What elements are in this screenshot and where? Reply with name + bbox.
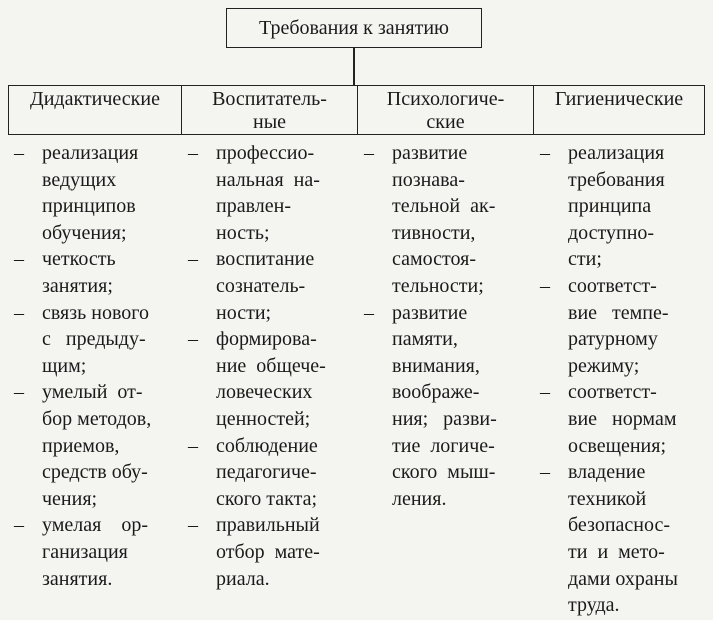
requirement-line: правильный bbox=[216, 514, 320, 537]
column-psychological bbox=[364, 140, 524, 512]
requirement-text bbox=[568, 379, 695, 459]
requirement-line: развитие bbox=[392, 301, 468, 324]
requirement-line: тивности, bbox=[392, 221, 476, 244]
requirement-text bbox=[42, 512, 164, 592]
diagram-title: Требования к занятию bbox=[226, 8, 482, 48]
dash-bullet: – bbox=[364, 301, 374, 324]
dash-bullet: – bbox=[14, 301, 24, 324]
requirement-text bbox=[42, 246, 164, 299]
requirement-text bbox=[216, 326, 343, 432]
requirement-text bbox=[42, 379, 164, 512]
category-didactic bbox=[9, 86, 181, 134]
requirement-line: с предыду- bbox=[42, 328, 146, 351]
requirement-line: умелая ор- bbox=[42, 514, 148, 537]
requirement-line: сознатель- bbox=[216, 274, 306, 297]
category-label-line: ные bbox=[252, 111, 287, 133]
requirement-text bbox=[216, 433, 343, 513]
category-label-line: ские bbox=[426, 111, 465, 133]
requirement-line: связь нового bbox=[42, 301, 149, 324]
requirement-line: самостоя- bbox=[392, 248, 476, 271]
requirement-line: воображе- bbox=[392, 381, 480, 404]
dash-bullet: – bbox=[188, 434, 198, 457]
category-psychological bbox=[357, 86, 533, 134]
requirement-line: педагогиче- bbox=[216, 461, 317, 484]
requirement-line: отбор мате- bbox=[216, 540, 320, 563]
dash-bullet: – bbox=[540, 274, 550, 297]
requirement-line: ность; bbox=[216, 221, 270, 244]
requirement-line: соответст- bbox=[568, 381, 657, 404]
requirement-line: воспитание bbox=[216, 248, 315, 271]
requirement-line: освещения; bbox=[568, 434, 667, 457]
requirement-line: ние общече- bbox=[216, 354, 326, 377]
requirement-line: принципов bbox=[42, 195, 136, 218]
requirement-line: памяти, bbox=[392, 328, 458, 351]
requirement-item bbox=[540, 273, 695, 379]
requirement-item bbox=[14, 140, 164, 246]
requirement-item bbox=[14, 512, 164, 592]
requirement-line: принципа bbox=[568, 195, 652, 218]
requirement-text bbox=[568, 459, 695, 619]
requirement-text bbox=[216, 140, 343, 246]
dash-bullet: – bbox=[540, 461, 550, 484]
dash-bullet: – bbox=[188, 328, 198, 351]
requirement-line: тельности; bbox=[392, 274, 484, 297]
requirement-item bbox=[14, 300, 164, 380]
requirement-line: вие темпе- bbox=[568, 301, 669, 324]
requirement-line: четкость bbox=[42, 248, 116, 271]
requirement-line: бор методов, bbox=[42, 407, 152, 430]
column-educational bbox=[188, 140, 343, 592]
requirement-line: чения; bbox=[42, 487, 98, 510]
column-didactic bbox=[14, 140, 164, 592]
requirement-line: сти; bbox=[568, 248, 602, 271]
requirement-line: ловеческих bbox=[216, 381, 313, 404]
requirement-line: безопаснос- bbox=[568, 514, 671, 537]
requirement-line: техникой bbox=[568, 487, 647, 510]
requirement-line: развитие bbox=[392, 142, 468, 164]
requirement-item bbox=[188, 433, 343, 513]
requirement-text bbox=[42, 300, 164, 380]
requirement-line: ского мыш- bbox=[392, 461, 496, 484]
requirement-line: умелый от- bbox=[42, 381, 143, 404]
requirement-line: ния; разви- bbox=[392, 407, 497, 430]
dash-bullet: – bbox=[14, 142, 24, 164]
requirement-item bbox=[14, 379, 164, 512]
requirement-line: ведущих bbox=[42, 168, 117, 191]
category-label-line: Воспитатель- bbox=[212, 88, 327, 110]
dash-bullet: – bbox=[364, 142, 374, 164]
requirement-text bbox=[42, 140, 164, 246]
requirement-line: владение bbox=[568, 461, 646, 484]
requirement-text bbox=[568, 140, 695, 273]
category-label-line: Психологиче- bbox=[386, 88, 505, 110]
dash-bullet: – bbox=[188, 248, 198, 271]
category-label-line: Дидактические bbox=[30, 88, 160, 110]
dash-bullet: – bbox=[540, 142, 550, 164]
requirement-line: дами охраны bbox=[568, 567, 678, 590]
requirement-item bbox=[188, 512, 343, 592]
requirement-line: соблюдение bbox=[216, 434, 318, 457]
requirement-item bbox=[188, 326, 343, 432]
requirement-line: щим; bbox=[42, 354, 87, 377]
requirement-line: приемов, bbox=[42, 434, 120, 457]
requirement-line: занятия; bbox=[42, 274, 113, 297]
dash-bullet: – bbox=[188, 142, 198, 164]
category-hygienic bbox=[533, 86, 704, 134]
category-label-line: Гигиенические bbox=[554, 88, 684, 110]
requirement-text bbox=[216, 512, 343, 592]
requirement-item bbox=[540, 379, 695, 459]
requirement-line: соответст- bbox=[568, 274, 657, 297]
requirement-line: средств обу- bbox=[42, 461, 148, 484]
requirement-line: обучения; bbox=[42, 221, 127, 244]
column-hygienic bbox=[540, 140, 695, 619]
dash-bullet: – bbox=[14, 514, 24, 537]
requirement-text bbox=[392, 140, 524, 300]
requirement-line: вие нормам bbox=[568, 407, 677, 430]
requirement-item bbox=[540, 140, 695, 273]
requirement-line: ления. bbox=[392, 487, 447, 510]
requirement-item bbox=[188, 140, 343, 246]
requirement-line: ности; bbox=[216, 301, 272, 324]
requirement-item bbox=[364, 300, 524, 513]
requirement-line: ганизация bbox=[42, 540, 128, 563]
requirement-text bbox=[216, 246, 343, 326]
requirement-line: реализация bbox=[568, 142, 665, 164]
requirement-line: ти и мето- bbox=[568, 540, 665, 563]
requirement-line: ценностей; bbox=[216, 407, 311, 430]
category-educational bbox=[181, 86, 357, 134]
requirement-line: формирова- bbox=[216, 328, 317, 351]
requirement-line: доступно- bbox=[568, 221, 655, 244]
requirement-item bbox=[14, 246, 164, 299]
requirement-item bbox=[364, 140, 524, 300]
dash-bullet: – bbox=[540, 381, 550, 404]
categories-row bbox=[8, 85, 705, 135]
title-connector-line bbox=[353, 48, 355, 86]
dash-bullet: – bbox=[188, 514, 198, 537]
requirement-line: риала. bbox=[216, 567, 270, 590]
requirement-line: правлен- bbox=[216, 195, 291, 218]
requirement-line: требования bbox=[568, 168, 665, 191]
requirement-line: занятия. bbox=[42, 567, 113, 590]
requirement-line: реализация bbox=[42, 142, 139, 164]
requirement-line: тельной ак- bbox=[392, 195, 496, 218]
requirement-item bbox=[540, 459, 695, 619]
dash-bullet: – bbox=[14, 248, 24, 271]
requirement-text bbox=[392, 300, 524, 513]
requirement-line: ратурному bbox=[568, 328, 658, 351]
requirement-line: режиму; bbox=[568, 354, 640, 377]
requirement-line: нальная на- bbox=[216, 168, 320, 191]
requirement-line: профессио- bbox=[216, 142, 315, 164]
requirement-line: внимания, bbox=[392, 354, 480, 377]
requirement-item bbox=[188, 246, 343, 326]
requirement-text bbox=[568, 273, 695, 379]
dash-bullet: – bbox=[14, 381, 24, 404]
requirement-line: познава- bbox=[392, 168, 465, 191]
requirement-line: тие логиче- bbox=[392, 434, 495, 457]
requirement-line: труда. bbox=[568, 594, 620, 617]
requirement-line: ского такта; bbox=[216, 487, 318, 510]
